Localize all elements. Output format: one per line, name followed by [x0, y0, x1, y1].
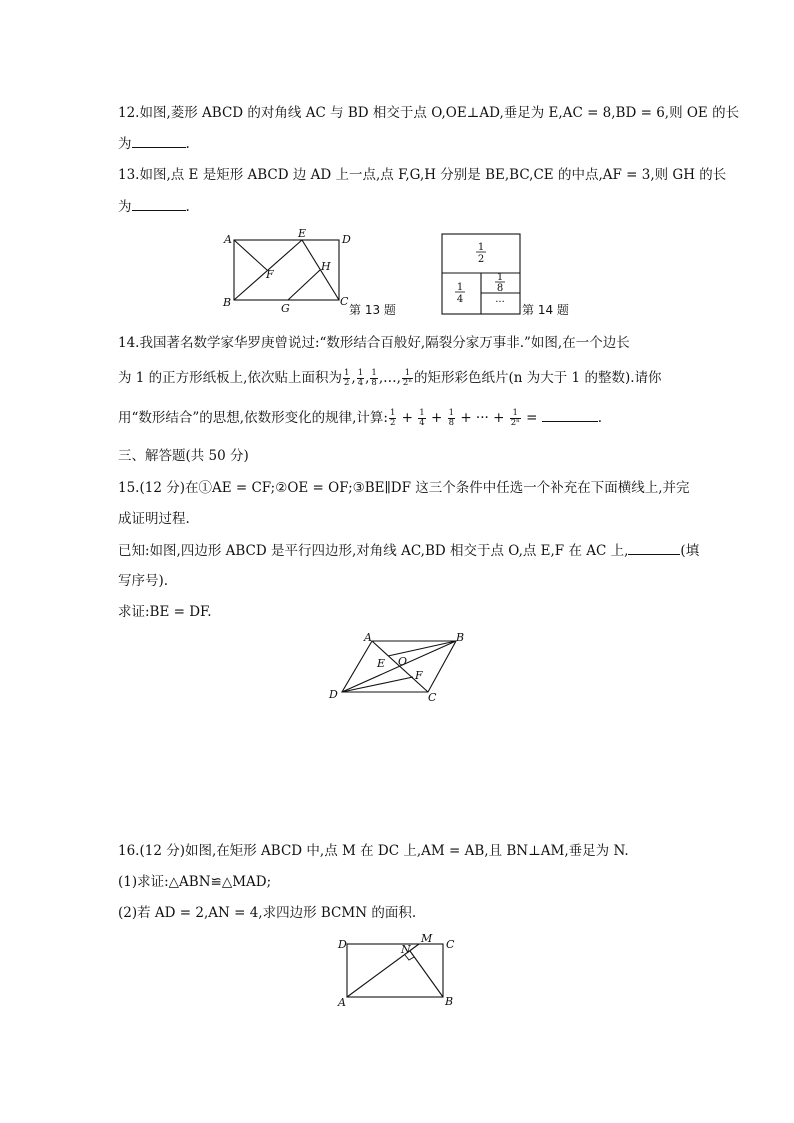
q16-label-D: D [338, 938, 347, 951]
q12-line1: 12.如图,菱形 ABCD 的对角线 AC 与 BD 相交于点 O,OE⊥AD,垂足为 E,AC = 8,BD = 6,则 OE 的长 [118, 105, 740, 121]
q13-label-H: H [321, 260, 331, 273]
frac-eighth: $\frac{1}{8}$ [371, 368, 377, 388]
q16-label-A: A [338, 996, 346, 1009]
q14-box-half-num: 1 [477, 242, 485, 253]
q15-line2: 成证明过程. [118, 511, 190, 527]
q14-box-quarter-den: 4 [456, 294, 464, 305]
q14-box-eighth-num: 1 [496, 272, 504, 283]
q14-figure [440, 230, 575, 320]
q16-label-B: B [445, 995, 454, 1008]
q13-label-C: C [340, 295, 349, 308]
q16-label-M: M [421, 932, 433, 945]
q13-figure [222, 228, 412, 318]
q14-box-ellipsis: ··· [495, 297, 505, 308]
q14-answer-blank[interactable] [542, 407, 598, 422]
q13-label-D: D [342, 233, 351, 246]
q14-line3: 用“数形结合”的思想,依数形变化的规律,计算: $\frac{1}{2}$ + $\frac{1}{4}$ + $\frac{1}{8}$ + ··· + $\frac{1}{\text{2ⁿ}}$ = . [118, 408, 602, 428]
q13-segment-AF [234, 240, 267, 270]
q15-label-O: O [398, 655, 408, 668]
q12-line2-prefix: 为 [118, 136, 132, 152]
q15-line3-suffix: (填 [680, 543, 700, 559]
q15-label-B: B [456, 631, 465, 644]
q14-line3-a: 用“数形结合”的思想,依数形变化的规律,计算: [118, 410, 388, 426]
q13-line2-suffix: . [185, 199, 190, 215]
q14-box-half-den: 2 [477, 254, 485, 265]
frac-n: $\frac{1}{\text{2ⁿ}}$ [402, 368, 413, 388]
q13-caption: 第 13 题 [349, 303, 396, 317]
q15-line3 [118, 540, 699, 561]
q15-line5: 求证:BE = DF. [118, 604, 212, 620]
q16-label-N: N [401, 943, 411, 956]
q16-line3: (2)若 AD = 2,AN = 4,求四边形 BCMN 的面积. [118, 905, 417, 921]
q13-label-B: B [223, 296, 232, 309]
q14-line1: 14.我国著名数学家华罗庚曾说过:“数形结合百般好,隔裂分家万事非.”如图,在一个边长 [118, 335, 630, 351]
q15-line3-prefix: 已知:如图,四边形 ABCD 是平行四边形,对角线 AC,BD 相交于点 O,点 E,F 在 AC 上, [118, 543, 629, 559]
q13-label-F: F [266, 268, 274, 281]
q13-answer-blank[interactable] [132, 196, 186, 211]
q15-line1: 15.(12 分)在①AE = CF;②OE = OF;③BE∥DF 这三个条件中任选一个补充在下面横线上,并完 [118, 480, 690, 496]
q15-label-D: D [329, 688, 338, 701]
q15-line4: 写序号). [118, 573, 169, 589]
q15-condition-blank[interactable] [628, 540, 680, 555]
q12-line2-suffix: . [185, 136, 190, 152]
q14-box-quarter-num: 1 [456, 282, 464, 293]
q14-caption: 第 14 题 [522, 303, 569, 317]
q15-label-C: C [428, 691, 437, 704]
q16-line1: 16.(12 分)如图,在矩形 ABCD 中,点 M 在 DC 上,AM = AB,且 BN⊥AM,垂足为 N. [118, 843, 629, 859]
q14-line2-e: 的矩形彩色纸片(n 为大于 1 的整数).请你 [414, 370, 662, 386]
q16-figure [333, 930, 463, 1010]
q13-label-A: A [224, 233, 232, 246]
q15-segment-DF [342, 677, 413, 692]
q15-label-E: E [377, 657, 386, 670]
q14-line2-a: 为 1 的正方形纸板上,依次贴上面积为 [118, 370, 342, 386]
q14-box-eighth-den: 8 [496, 283, 504, 294]
q13-segment-GH [288, 270, 320, 300]
frac-half: $\frac{1}{2}$ [343, 368, 350, 388]
q13-label-E: E [298, 227, 307, 240]
q13-line1: 13.如图,点 E 是矩形 ABCD 边 AD 上一点,点 F,G,H 分别是 BE,BC,CE 的中点,AF = 3,则 GH 的长 [118, 167, 727, 183]
q12-line2 [118, 133, 190, 154]
q13-label-G: G [281, 302, 290, 315]
q16-line2: (1)求证:△ABN≌△MAD; [118, 874, 272, 890]
q16-segment-BN [410, 951, 443, 997]
q15-label-A: A [364, 631, 372, 644]
q15-figure [325, 630, 470, 705]
frac-quarter: $\frac{1}{4}$ [357, 368, 364, 388]
q12-answer-blank[interactable] [132, 133, 186, 148]
q14-line2: 为 1 的正方形纸板上,依次贴上面积为 $\frac{1}{2}$ , $\frac{1}{4}$ , $\frac{1}{8}$ ,…, $\frac{1}{\text{2ⁿ}}$ 的矩形彩色纸片(n 为大于 1 的整数).请你 [118, 368, 662, 388]
q16-rectangle [347, 944, 443, 997]
section3-heading: 三、解答题(共 50 分) [118, 448, 249, 464]
q16-label-C: C [446, 938, 455, 951]
q15-label-F: F [415, 669, 423, 682]
q13-line2 [118, 196, 190, 217]
q13-line2-prefix: 为 [118, 199, 132, 215]
q15-segment-BE [388, 641, 456, 656]
